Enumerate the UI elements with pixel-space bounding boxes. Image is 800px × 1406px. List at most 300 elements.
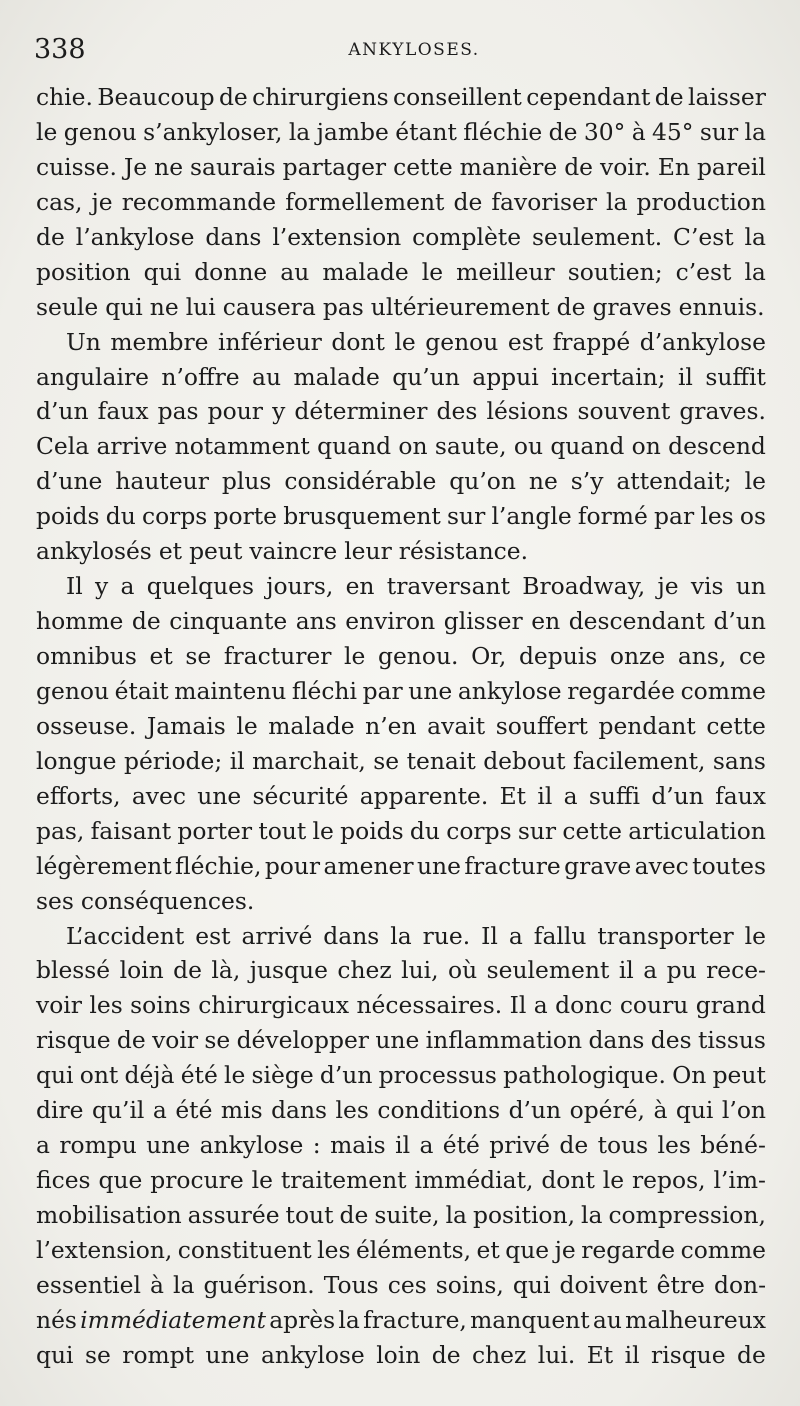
word: fracture xyxy=(464,851,561,880)
word: fracturer xyxy=(223,642,332,670)
word: saurais xyxy=(190,152,276,181)
word: traversant xyxy=(386,572,510,601)
word: la xyxy=(744,222,766,251)
word: rompt xyxy=(122,1340,195,1369)
word: il xyxy=(624,1340,640,1369)
word: genou xyxy=(63,117,137,146)
word: opéré, xyxy=(569,1096,645,1125)
word: Or, xyxy=(471,642,507,670)
word: marchait, xyxy=(252,746,366,775)
word: a xyxy=(533,991,548,1020)
word: cuisse. xyxy=(36,152,117,181)
word: l’extension xyxy=(272,222,402,251)
word: dont xyxy=(541,1166,595,1195)
word: sur xyxy=(699,117,739,146)
word: d’un xyxy=(713,607,766,636)
word: seulement xyxy=(486,956,610,985)
word: se xyxy=(204,1026,231,1055)
word: souffert xyxy=(495,711,588,740)
word: dans xyxy=(323,921,380,950)
word: de xyxy=(556,292,586,321)
word: éléments, xyxy=(355,1235,472,1264)
word: il xyxy=(677,362,693,391)
word: chirurgicaux xyxy=(198,991,350,1020)
word: corps xyxy=(141,502,208,531)
word: été xyxy=(180,1061,218,1090)
word: qui xyxy=(36,1061,74,1090)
word: d’un xyxy=(508,1096,562,1125)
word: comme xyxy=(680,1235,766,1264)
word: ans, xyxy=(677,642,727,670)
word: position xyxy=(36,257,131,286)
word: descendant xyxy=(568,607,705,636)
word: soins xyxy=(130,991,191,1020)
word: il xyxy=(395,1131,411,1160)
text-line xyxy=(36,953,766,988)
word: qu’on xyxy=(449,467,516,496)
word: nécessaires. xyxy=(356,991,503,1020)
word: pathologique. xyxy=(503,1061,666,1090)
word: incertain; xyxy=(551,362,666,391)
word: meilleur xyxy=(456,257,555,286)
word: du xyxy=(105,502,136,531)
word: peut xyxy=(712,1061,766,1090)
word: ces xyxy=(387,1270,427,1299)
word: constituent xyxy=(177,1235,312,1264)
word: légèrement xyxy=(36,851,172,880)
word: au xyxy=(280,257,310,286)
word: ankylosés xyxy=(36,537,152,566)
word: les xyxy=(700,502,734,531)
word: là, xyxy=(211,956,241,985)
word: faisant xyxy=(90,816,172,845)
word: sans xyxy=(712,746,766,775)
word: des xyxy=(436,397,478,426)
word: une xyxy=(205,1340,250,1369)
word: voir. xyxy=(600,152,651,181)
word: à xyxy=(653,1096,668,1125)
word: attendait; xyxy=(616,467,732,496)
word: production xyxy=(636,187,766,216)
word: Jamais xyxy=(146,711,226,740)
word: des xyxy=(650,1026,692,1055)
word: mais xyxy=(330,1131,386,1160)
word: mis xyxy=(220,1096,263,1125)
word: une xyxy=(408,676,453,705)
word: cette xyxy=(706,711,766,740)
word: fallu xyxy=(533,921,587,950)
word: pu xyxy=(666,956,697,985)
word: Et xyxy=(586,1340,614,1369)
word: traitement xyxy=(280,1166,407,1195)
word: dans xyxy=(205,222,262,251)
text-line xyxy=(36,394,766,429)
word: l’im- xyxy=(713,1166,766,1195)
word: conséquences. xyxy=(80,886,255,915)
word: onze xyxy=(609,642,666,670)
word: efforts, xyxy=(36,781,121,810)
word: lui. xyxy=(537,1340,576,1369)
word: inflammation xyxy=(425,1026,583,1055)
word: poids xyxy=(340,816,404,845)
word: ankylose xyxy=(260,1340,365,1369)
word: donc xyxy=(555,991,613,1020)
word: rue. xyxy=(422,921,471,950)
word: fléchie xyxy=(463,117,543,146)
word: cette xyxy=(562,816,622,845)
word: quand xyxy=(317,432,392,461)
word: béné- xyxy=(700,1131,766,1160)
word: malade xyxy=(268,711,355,740)
word: chirurgiens xyxy=(252,83,389,111)
word: arrivé xyxy=(241,921,313,950)
word: qui xyxy=(143,257,182,286)
word: vaincre xyxy=(249,537,338,566)
word: à xyxy=(631,117,646,146)
word: la xyxy=(338,1305,360,1334)
word: la xyxy=(390,921,412,950)
word: le xyxy=(602,1166,625,1195)
word: une xyxy=(375,1026,420,1055)
word: recommande xyxy=(121,187,277,216)
word: leur xyxy=(344,537,392,566)
word: ce xyxy=(738,642,766,670)
word: malade xyxy=(293,362,380,391)
word: amener xyxy=(323,851,414,880)
word: appui xyxy=(472,362,539,391)
word: d’ankylose xyxy=(639,327,766,356)
word: a xyxy=(508,921,523,950)
word: d’une xyxy=(36,467,103,496)
word: de xyxy=(737,1340,766,1369)
word: que xyxy=(505,1235,550,1264)
text-line xyxy=(36,919,766,954)
word: la xyxy=(581,1201,603,1229)
word: le xyxy=(312,816,334,845)
word: de xyxy=(339,1201,369,1229)
word: qui xyxy=(105,292,143,321)
word: y xyxy=(95,572,109,601)
word: environ xyxy=(345,607,436,636)
word: l’on xyxy=(721,1096,766,1125)
word: Il xyxy=(481,921,498,950)
word: développer xyxy=(236,1026,369,1055)
word: où xyxy=(448,956,478,985)
word: loin xyxy=(119,956,164,985)
word: une xyxy=(197,781,242,810)
word: debout xyxy=(483,746,566,775)
word: cinquante xyxy=(169,607,288,636)
word: ses xyxy=(36,886,74,915)
word: chie. xyxy=(36,83,93,111)
word: une xyxy=(416,851,461,880)
word: comme xyxy=(680,676,766,705)
word: de xyxy=(654,83,684,111)
word: lésions xyxy=(486,397,569,426)
word: période; xyxy=(123,746,223,775)
text-line xyxy=(36,255,766,290)
body-text xyxy=(36,80,766,1373)
text-line xyxy=(36,80,766,115)
word: ultérieurement xyxy=(370,292,550,321)
word: transporter xyxy=(597,921,734,950)
word: genou xyxy=(425,327,499,356)
word: c’est xyxy=(675,257,732,286)
word: privé xyxy=(489,1131,550,1160)
word: la xyxy=(173,1270,195,1299)
word: le xyxy=(421,257,444,286)
word: le xyxy=(744,467,766,496)
word: a xyxy=(419,1131,434,1160)
word: os xyxy=(739,502,766,531)
word: voir xyxy=(36,991,82,1020)
word: toutes xyxy=(692,851,766,880)
text-line xyxy=(36,884,766,919)
word: loin xyxy=(376,1340,421,1369)
word: fléchi xyxy=(291,676,357,705)
word: déterminer xyxy=(294,397,428,426)
word: je xyxy=(554,1235,576,1264)
word: jours, xyxy=(266,572,334,601)
word: descend xyxy=(668,432,766,461)
text-line xyxy=(36,429,766,464)
word: le xyxy=(394,327,416,356)
word: le xyxy=(344,642,366,670)
word: et xyxy=(476,1235,500,1264)
word: fléchie, xyxy=(175,851,262,880)
word: de xyxy=(453,187,483,216)
word: Il xyxy=(66,572,83,601)
text-line xyxy=(36,814,766,849)
word: que xyxy=(98,1166,143,1195)
word: tout xyxy=(258,816,307,845)
word: n’offre xyxy=(161,362,240,391)
word: chez xyxy=(472,1340,527,1369)
word: grave xyxy=(564,851,632,880)
word: pour xyxy=(207,397,263,426)
word: manière xyxy=(459,152,558,181)
word: par xyxy=(654,502,695,531)
word: tenait xyxy=(406,746,476,775)
text-line xyxy=(36,569,766,604)
word: de xyxy=(548,117,578,146)
word: sur xyxy=(447,502,486,531)
word: ans xyxy=(295,607,337,636)
text-line xyxy=(36,779,766,814)
word: il xyxy=(229,746,245,775)
word: sécurité xyxy=(252,781,349,810)
word: qu’un xyxy=(392,362,460,391)
word: formé xyxy=(577,502,648,531)
word: chez xyxy=(337,956,392,985)
word: s’y xyxy=(570,467,604,496)
text-line xyxy=(36,290,766,325)
word: graves xyxy=(592,292,672,321)
text-line xyxy=(36,1198,766,1233)
word: la xyxy=(744,257,766,286)
word: on xyxy=(631,432,661,461)
word: seulement. xyxy=(531,222,663,251)
word: plus xyxy=(221,467,272,496)
word: ne xyxy=(149,292,179,321)
word: faux xyxy=(715,781,766,810)
word: lui xyxy=(185,292,216,321)
word: du xyxy=(409,816,440,845)
word: procure xyxy=(150,1166,244,1195)
word: siège xyxy=(251,1061,314,1090)
text-line xyxy=(36,744,766,779)
word: les xyxy=(89,991,123,1020)
word: 45° xyxy=(652,117,694,146)
word: les xyxy=(657,1131,691,1160)
word: considérable xyxy=(284,467,437,496)
word: grand xyxy=(695,991,766,1020)
word: se xyxy=(373,746,400,775)
word: d’un xyxy=(319,1061,373,1090)
text-line xyxy=(36,1233,766,1268)
text-line xyxy=(36,1163,766,1198)
word: doivent xyxy=(559,1270,648,1299)
word: arrive xyxy=(96,432,168,461)
word: la xyxy=(744,117,766,146)
text-line xyxy=(36,1303,766,1338)
word: manquent xyxy=(470,1305,590,1334)
word: la xyxy=(606,187,628,216)
word: regardée xyxy=(567,676,675,705)
word: cependant xyxy=(526,83,651,111)
word: En xyxy=(657,152,690,181)
word: depuis xyxy=(518,642,598,670)
word: il xyxy=(618,956,634,985)
word: être xyxy=(656,1270,705,1299)
word: causera xyxy=(222,292,316,321)
word: a xyxy=(120,572,135,601)
word: qui xyxy=(675,1096,714,1125)
word: guérison. xyxy=(203,1270,315,1299)
word: suffit xyxy=(705,362,766,391)
word: Broadway, xyxy=(522,572,646,601)
word: pendant xyxy=(598,711,696,740)
word: le xyxy=(236,711,258,740)
word: mobilisation xyxy=(36,1201,182,1229)
word: la xyxy=(445,1201,467,1229)
word: avec xyxy=(131,781,186,810)
word: brusquement xyxy=(283,502,441,531)
word: seule xyxy=(36,292,99,321)
word: favoriser xyxy=(491,187,597,216)
word: l’angle xyxy=(491,502,572,531)
text-line xyxy=(36,639,766,674)
word: soutien; xyxy=(567,257,663,286)
word: a xyxy=(563,781,578,810)
word: nés xyxy=(36,1305,77,1334)
word: est xyxy=(507,327,544,356)
word: été xyxy=(175,1096,213,1125)
word: qu’il xyxy=(91,1096,145,1125)
word: Beaucoup xyxy=(97,83,215,111)
word: au xyxy=(252,362,282,391)
word: de xyxy=(564,152,594,181)
word: le xyxy=(744,921,766,950)
text-line xyxy=(36,1128,766,1163)
word: de xyxy=(431,1340,461,1369)
word: résistance. xyxy=(398,537,529,566)
word: omnibus xyxy=(36,642,137,670)
word: ne xyxy=(154,152,184,181)
word: jambe xyxy=(316,117,389,146)
word: de xyxy=(36,222,65,251)
word: essentiel xyxy=(36,1270,141,1299)
word: partager xyxy=(282,152,387,181)
text-line xyxy=(36,1268,766,1303)
word: sur xyxy=(517,816,557,845)
word: faux xyxy=(97,397,149,426)
word: hauteur xyxy=(115,467,209,496)
word: corps xyxy=(446,816,512,845)
word: en xyxy=(531,607,561,636)
word: qui xyxy=(512,1270,551,1299)
word: le xyxy=(251,1166,273,1195)
word: cette xyxy=(393,152,453,181)
word: déjà xyxy=(124,1061,175,1090)
word: d’un xyxy=(36,397,89,426)
text-line xyxy=(36,150,766,185)
word: tout xyxy=(285,1201,334,1229)
word: dans xyxy=(271,1096,328,1125)
word: dont xyxy=(331,327,385,356)
word: pour xyxy=(264,851,321,880)
word: ankylose xyxy=(199,1131,304,1160)
word: regarde xyxy=(581,1235,676,1264)
word: ankylose xyxy=(457,676,562,705)
word: rompu xyxy=(59,1131,137,1160)
word: je xyxy=(657,572,679,601)
word: maintenu xyxy=(174,676,287,705)
word: pareil xyxy=(696,152,766,181)
word: quand xyxy=(550,432,625,461)
word: il xyxy=(537,781,553,810)
word: ont xyxy=(79,1061,119,1090)
word: formellement xyxy=(285,187,445,216)
word: de xyxy=(116,1026,146,1055)
text-line xyxy=(36,1023,766,1058)
word: a xyxy=(152,1096,167,1125)
word: lui, xyxy=(401,956,439,985)
word: conditions xyxy=(377,1096,501,1125)
word: complète xyxy=(412,222,522,251)
text-line xyxy=(36,115,766,150)
word: après xyxy=(269,1305,336,1334)
word: porte xyxy=(213,502,277,531)
word: apparente. xyxy=(359,781,489,810)
word: porter xyxy=(177,816,253,845)
page-header xyxy=(34,32,764,68)
word: Et xyxy=(499,781,527,810)
word: don- xyxy=(713,1270,766,1299)
word: les xyxy=(317,1235,351,1264)
word: immédiatement xyxy=(80,1305,266,1334)
word: Il xyxy=(509,991,527,1020)
word: se xyxy=(84,1340,111,1369)
word: risque xyxy=(36,1026,111,1055)
word: tissus xyxy=(697,1026,766,1055)
word: On xyxy=(672,1061,707,1090)
word: articulation xyxy=(628,816,766,845)
word: le xyxy=(36,117,58,146)
text-line xyxy=(36,988,766,1023)
word: l’extension, xyxy=(36,1235,173,1264)
word: poids xyxy=(36,502,100,531)
